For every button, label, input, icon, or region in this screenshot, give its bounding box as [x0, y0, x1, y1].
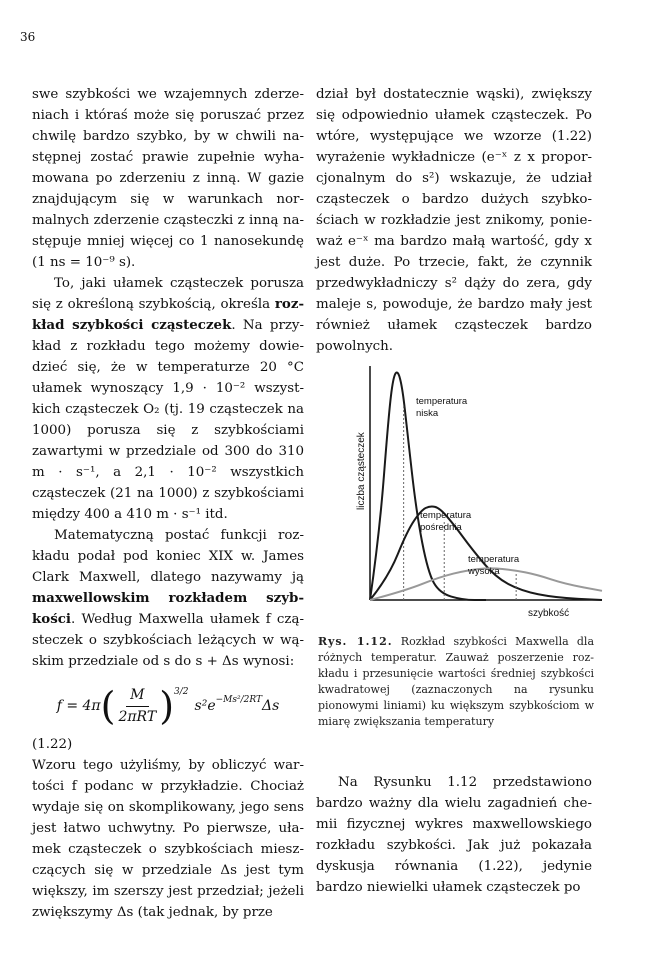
- eq-lhs: f = 4π: [56, 697, 101, 714]
- text-run: Matematyczną postać funkcji rozkładu podał pod koniec XIX w. James Clark Maxwell, dlatego nazywamy ją: [32, 528, 304, 585]
- exponent: 3/2: [174, 687, 189, 697]
- eq-term: s²e: [194, 697, 216, 714]
- paragraph: [32, 525, 304, 672]
- y-axis-label: liczba cząsteczek: [356, 432, 367, 510]
- eq-ds: Δs: [261, 697, 280, 714]
- exponent-2: −Ms²/2RT: [215, 695, 262, 705]
- annotation-low-line1: temperatura: [416, 396, 468, 407]
- x-axis-label: szybkość: [528, 608, 570, 619]
- denominator: 2πRT: [118, 708, 157, 725]
- equation: [32, 678, 304, 734]
- annotation-mid-line2: pośrednia: [420, 522, 462, 533]
- annotation-high: [467, 554, 520, 577]
- text-run: To, jaki ułamek cząsteczek porusza się z określoną szybkością, określa: [32, 276, 304, 312]
- paragraph: dział był dostatecznie wąski), zwiększy się odpowiednio ułamek cząsteczek. Po wtóre, występujące we wzorze (1.22) wyrażenie wykładnicze (e⁻ˣ z x proporcjonalnym do s²) wskazuje, że udział cząsteczek o bardzo dużych szybkościach w rozkładzie jest znikomy, ponieważ e⁻ˣ ma bardzo małą wartość, gdy x jest duże. Po trzecie, fakt, że czynnik przedwykładniczy s² dąży do zera, gdy maleje s, powoduje, że bardzo mały jest również ułamek cząsteczek bardzo powolnych.: [316, 87, 592, 354]
- equation-number: (1.22): [32, 737, 73, 752]
- right-column: [316, 84, 592, 357]
- annotation-high-line1: temperatura: [468, 554, 520, 565]
- bold-term: rozkład szybkości cząsteczek: [32, 296, 304, 333]
- text-run: . Według Maxwella ułamek f cząsteczek o szybkościach leżących w wąskim przedziale od s do s + Δs wynosi:: [32, 612, 304, 669]
- fraction: [118, 685, 156, 728]
- right-column-lower: [316, 772, 592, 898]
- annotation-low: [416, 396, 468, 419]
- paragraph: Na Rysunku 1.12 przedstawiono bardzo ważny dla wielu zagadnień chemii fizycznej wykres maxwellowskiego rozkładu szybkości. Jak już pokazała dyskusja równania (1.22), jedynie bardzo niewielki ułamek cząsteczek po: [316, 775, 592, 895]
- caption-label: Rys. 1.12.: [318, 635, 393, 648]
- paren-close: ): [159, 684, 175, 728]
- paragraph: swe szybkości we wzajemnych zderzeniach i któraś może się poruszać przez chwilę bardzo szybko, by w chwili następnej zostać prawie zupełnie wyhamowana po zderzeniu z inną. W gazie znajdującym się w warunkach normalnych zderzenie cząsteczki z inną następuje mniej więcej co 1 nanosekundę (1 ns = 10⁻⁹ s).: [32, 87, 304, 270]
- annotation-low-line2: niska: [416, 408, 439, 419]
- bold-term: maxwellowskim rozkładem szybkości: [32, 590, 304, 627]
- figure-caption: [318, 634, 594, 730]
- page-number: 36: [20, 30, 36, 44]
- maxwell-distribution-chart: [340, 360, 608, 622]
- caption-text: Rozkład szybkości Maxwella dla różnych temperatur. Zauważ poszerzenie rozkładu i przesunięcie wartości średniej szybkości kwadratowej (zaznaczonych na rysunku pionowymi liniami) ku większym szybkościom w miarę zwiększania temperatury: [318, 635, 595, 728]
- text-run: . Na przykład z rozkładu tego możemy dowiedzieć się, że w temperaturze 20 °C ułamek wynoszący 1,9 · 10⁻² wszystkich cząsteczek O₂ (tj. 19 cząsteczek na 1000) porusza się z szybkościami zawartymi w przedziale od 300 do 310 m · s⁻¹, a 2,1 · 10⁻² wszystkich cząsteczek (21 na 1000) z szybkościami między 400 a 410 m · s⁻¹ itd.: [32, 318, 304, 522]
- annotation-mid: [420, 510, 472, 533]
- numerator: M: [126, 685, 148, 707]
- paragraph: Wzoru tego użyliśmy, by obliczyć wartości f podanc w przykładzie. Chociaż wydaje się on skomplikowany, jego sens jest łatwo uchwytny. Po pierwsze, ułamek cząsteczek o szybkościach mieszczących się w przedziale Δs jest tym większy, im szerszy jest przedział; jeżeli zwiększymy Δs (tak jednak, by prze: [32, 758, 304, 920]
- annotation-high-line2: wysoka: [468, 566, 500, 577]
- paragraph: [32, 273, 304, 525]
- left-column: [32, 84, 304, 923]
- annotation-mid-line1: temperatura: [420, 510, 472, 521]
- paren-open: (: [100, 684, 116, 728]
